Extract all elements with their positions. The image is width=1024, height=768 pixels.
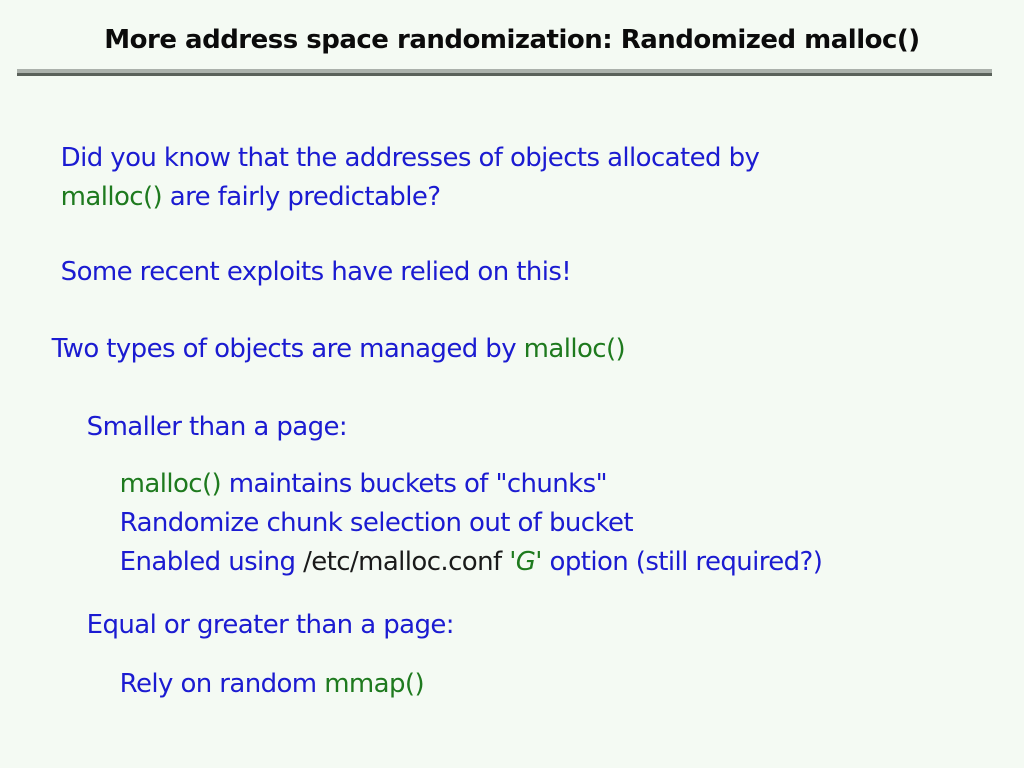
- text-segment: Rely on random: [119, 669, 325, 699]
- title-rule: [17, 69, 992, 76]
- line-some-exploits: [30, 233, 571, 311]
- text-segment: Enabled using: [119, 547, 304, 577]
- slide-title: More address space randomization: Randomized malloc(): [104, 25, 920, 55]
- text-segment: Smaller than a page:: [86, 412, 348, 442]
- text-segment: are fairly predictable?: [162, 182, 441, 212]
- malloc-highlight-segment: malloc(): [523, 334, 626, 364]
- text-segment: maintains buckets of "chunks": [221, 469, 607, 499]
- title-rule-dark-bar: [17, 73, 992, 76]
- line-rely-mmap: [89, 645, 424, 723]
- text-segment: Some recent exploits have relied on this!: [60, 257, 572, 287]
- text-segment: Did you know that the addresses of objects allocated by: [60, 143, 760, 173]
- text-segment: Equal or greater than a page:: [86, 610, 454, 640]
- text-segment: Randomize chunk selection out of bucket: [119, 508, 633, 538]
- malloc-highlight-segment: malloc(): [119, 469, 222, 499]
- mmap-highlight-segment: mmap(): [324, 669, 424, 699]
- line-two-types: [21, 310, 625, 388]
- malloc-conf-path-segment: /etc/malloc.conf: [303, 547, 502, 577]
- g-option-segment: 'G': [509, 547, 542, 577]
- malloc-highlight-segment: malloc(): [60, 182, 163, 212]
- text-segment: option (still required?): [541, 547, 823, 577]
- line-did-you-know-2: [30, 158, 440, 236]
- text-segment: Two types of objects are managed by: [51, 334, 524, 364]
